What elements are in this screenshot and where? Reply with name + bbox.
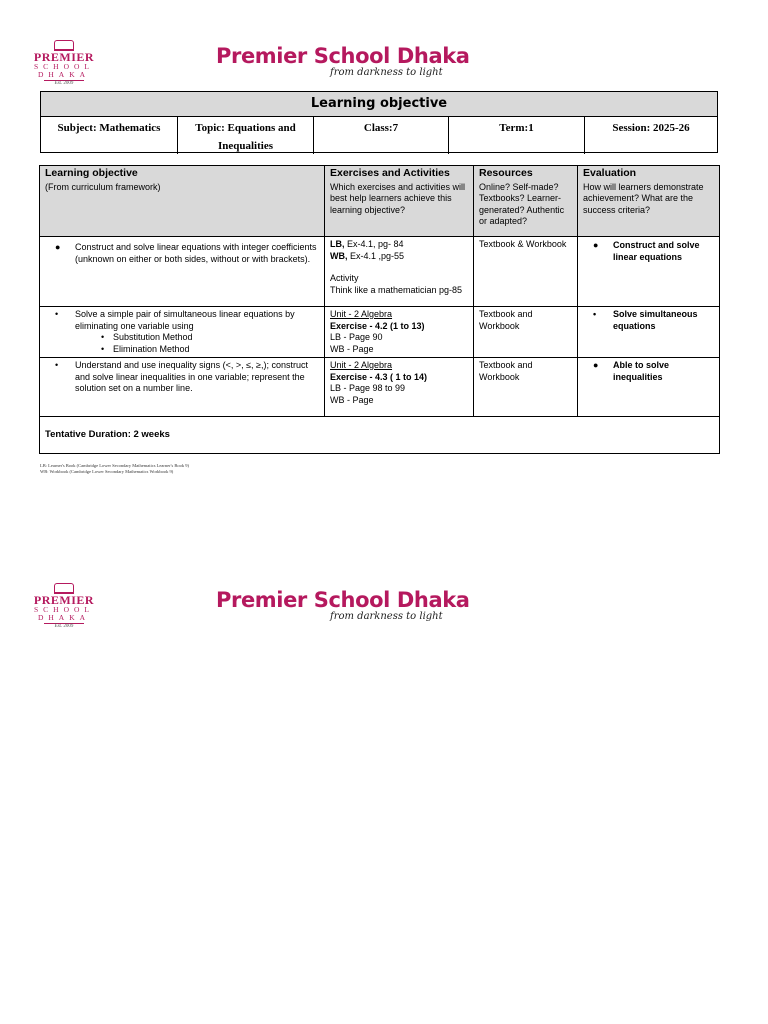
objective-cell: ● Construct and solve linear equations with integer coefficients (unknown on either or both sides, without or with brackets). <box>40 237 325 307</box>
logo-line-3: DHAKA <box>37 613 91 622</box>
exercise-cell: Unit - 2 Algebra Exercise - 4.3 ( 1 to 14) LB - Page 98 to 99 WB - Page <box>325 358 474 417</box>
logo-est: Est. 2009 <box>44 80 84 87</box>
resources-cell: Textbook and Workbook <box>474 358 578 417</box>
lesson-plan-table <box>39 165 720 454</box>
resources-cell: Textbook & Workbook <box>474 237 578 307</box>
footnote-lb: LB: Learner's Book (Cambridge Lower Secondary Mathematics Learner's Book 9) <box>40 463 189 468</box>
resources-cell: Textbook and Workbook <box>474 307 578 358</box>
exercise-cell: LB, Ex-4.1, pg- 84 WB, Ex-4.1 ,pg-55 Activity Think like a mathematician pg-85 <box>325 237 474 307</box>
school-logo <box>28 583 100 635</box>
logo-line-3: DHAKA <box>37 70 91 79</box>
header-exercises: Exercises and Activities Which exercises and activities will best help learners achieve this learning objective? <box>325 166 474 237</box>
table-row <box>40 307 720 358</box>
logo-est: Est. 2009 <box>44 623 84 630</box>
logo-line-1: PREMIER <box>33 593 95 607</box>
objective-box <box>40 91 718 153</box>
tagline: from darkness to light <box>330 611 443 622</box>
table-header-row <box>40 166 720 237</box>
objective-box-title: Learning objective <box>41 92 717 117</box>
evaluation-cell: ● Construct and solve linear equations <box>578 237 720 307</box>
topic-cell: Topic: Equations and Inequalities <box>178 117 314 154</box>
book-icon <box>54 583 74 593</box>
logo-line-1: PREMIER <box>33 50 95 64</box>
exercise-cell: Unit - 2 Algebra Exercise - 4.2 (1 to 13) LB - Page 90 WB - Page <box>325 307 474 358</box>
header-resources: Resources Online? Self-made? Textbooks? Learner- generated? Authentic or adapted? <box>474 166 578 237</box>
evaluation-cell: • Solve simultaneous equations <box>578 307 720 358</box>
table-row <box>40 358 720 417</box>
term-cell: Term:1 <box>449 117 585 154</box>
school-logo <box>28 40 100 92</box>
subject-cell: Subject: Mathematics <box>41 117 178 154</box>
header-learning-objective: Learning objective (From curriculum framework) <box>40 166 325 237</box>
session-cell: Session: 2025-26 <box>612 122 690 134</box>
header-evaluation: Evaluation How will learners demonstrate achievement? What are the success criteria? <box>578 166 720 237</box>
evaluation-cell: ● Able to solve inequalities <box>578 358 720 417</box>
class-cell: Class:7 <box>314 117 449 154</box>
footnote-wb: WB: Workbook (Cambridge Lower Secondary Mathematics Workbook 9) <box>40 469 174 474</box>
duration-row <box>40 417 720 454</box>
tagline: from darkness to light <box>330 67 443 78</box>
school-name: Premier School Dhaka <box>216 588 470 612</box>
objective-cell: • Understand and use inequality signs (<, >, ≤, ≥,); construct and solve linear inequalities in one variable; represent the solution set on a number line. <box>40 358 325 417</box>
tentative-duration: Tentative Duration: 2 weeks <box>40 417 720 454</box>
logo-line-2: SCHOOL <box>33 62 94 71</box>
school-name: Premier School Dhaka <box>216 44 470 68</box>
book-icon <box>54 40 74 50</box>
objective-cell: • Solve a simple pair of simultaneous linear equations by eliminating one variable using • Substitution Method • Elimination Method <box>40 307 325 358</box>
logo-line-2: SCHOOL <box>33 605 94 614</box>
table-row <box>40 237 720 307</box>
